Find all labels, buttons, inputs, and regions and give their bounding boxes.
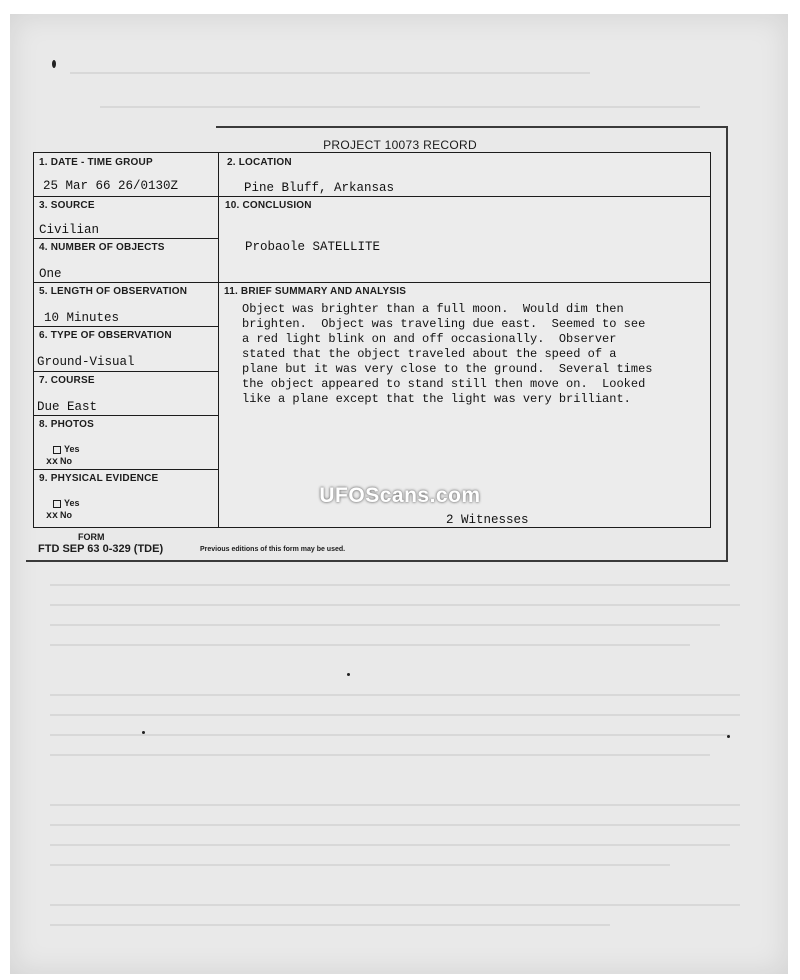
row-divider: [218, 282, 710, 283]
row-divider: [34, 371, 218, 372]
photos-no-option: [46, 456, 72, 468]
row-divider: [34, 415, 218, 416]
footer-note: Previous editions of this form may be used.: [200, 546, 346, 553]
evidence-no-checkmark: xx: [46, 511, 59, 522]
location-value: Pine Bluff, Arkansas: [244, 181, 395, 195]
photos-yes-option: [53, 444, 80, 454]
length-of-observation-label: 5. LENGTH OF OBSERVATION: [39, 286, 188, 297]
card-shadow: [216, 126, 728, 128]
evidence-yes-label: Yes: [64, 498, 80, 508]
card-shadow: [26, 560, 728, 562]
summary-text: Object was brighter than a full moon. Would dim then brighten. Object was traveling due east. Seemed to see a red light blink on and off occasionally. Observer stated that the object traveled about the speed of a plane but it was very close to the ground. Several times the object appeared to stand still then move on. Looked like a plane except that the light was very brilliant.: [242, 302, 653, 406]
ink-speck: [142, 731, 145, 734]
source-value: Civilian: [39, 223, 100, 237]
record-title: PROJECT 10073 RECORD: [323, 138, 477, 152]
row-divider: [34, 326, 218, 327]
course-value: Due East: [37, 400, 98, 414]
conclusion-value: Probaole SATELLITE: [245, 240, 381, 254]
summary-label: 11. BRIEF SUMMARY AND ANALYSIS: [224, 286, 407, 297]
ink-speck: [347, 673, 350, 676]
checkbox-icon: [53, 446, 61, 454]
record-form: [33, 152, 711, 528]
column-divider: [218, 153, 219, 527]
watermark: UFOScans.com: [319, 484, 481, 507]
photos-label: 8. PHOTOS: [39, 419, 94, 430]
conclusion-label: 10. CONCLUSION: [225, 200, 312, 211]
row-divider: [34, 238, 218, 239]
length-of-observation-value: 10 Minutes: [44, 311, 120, 325]
footer-form-code: FTD SEP 63 0-329 (TDE): [38, 543, 164, 555]
ink-speck: [727, 735, 730, 738]
course-label: 7. COURSE: [39, 375, 95, 386]
evidence-no-label: No: [60, 510, 73, 520]
number-of-objects-label: 4. NUMBER OF OBJECTS: [39, 242, 165, 253]
type-of-observation-value: Ground-Visual: [37, 355, 135, 369]
punch-mark: [52, 60, 56, 68]
photos-no-checkmark: xx: [46, 457, 59, 468]
type-of-observation-label: 6. TYPE OF OBSERVATION: [39, 330, 172, 341]
row-divider: [218, 196, 710, 197]
footer-form-label: FORM: [78, 532, 105, 542]
witnesses-value: 2 Witnesses: [446, 513, 529, 527]
physical-evidence-label: 9. PHYSICAL EVIDENCE: [39, 473, 159, 484]
number-of-objects-value: One: [39, 267, 62, 281]
source-label: 3. SOURCE: [39, 200, 95, 211]
date-time-value: 25 Mar 66 26/0130Z: [43, 179, 179, 193]
location-label: 2. LOCATION: [227, 157, 292, 168]
row-divider: [34, 196, 218, 197]
row-divider: [34, 282, 218, 283]
photos-yes-label: Yes: [64, 444, 80, 454]
evidence-no-option: [46, 510, 72, 522]
photos-no-label: No: [60, 456, 73, 466]
row-divider: [34, 469, 218, 470]
date-time-label: 1. DATE - TIME GROUP: [39, 157, 153, 168]
